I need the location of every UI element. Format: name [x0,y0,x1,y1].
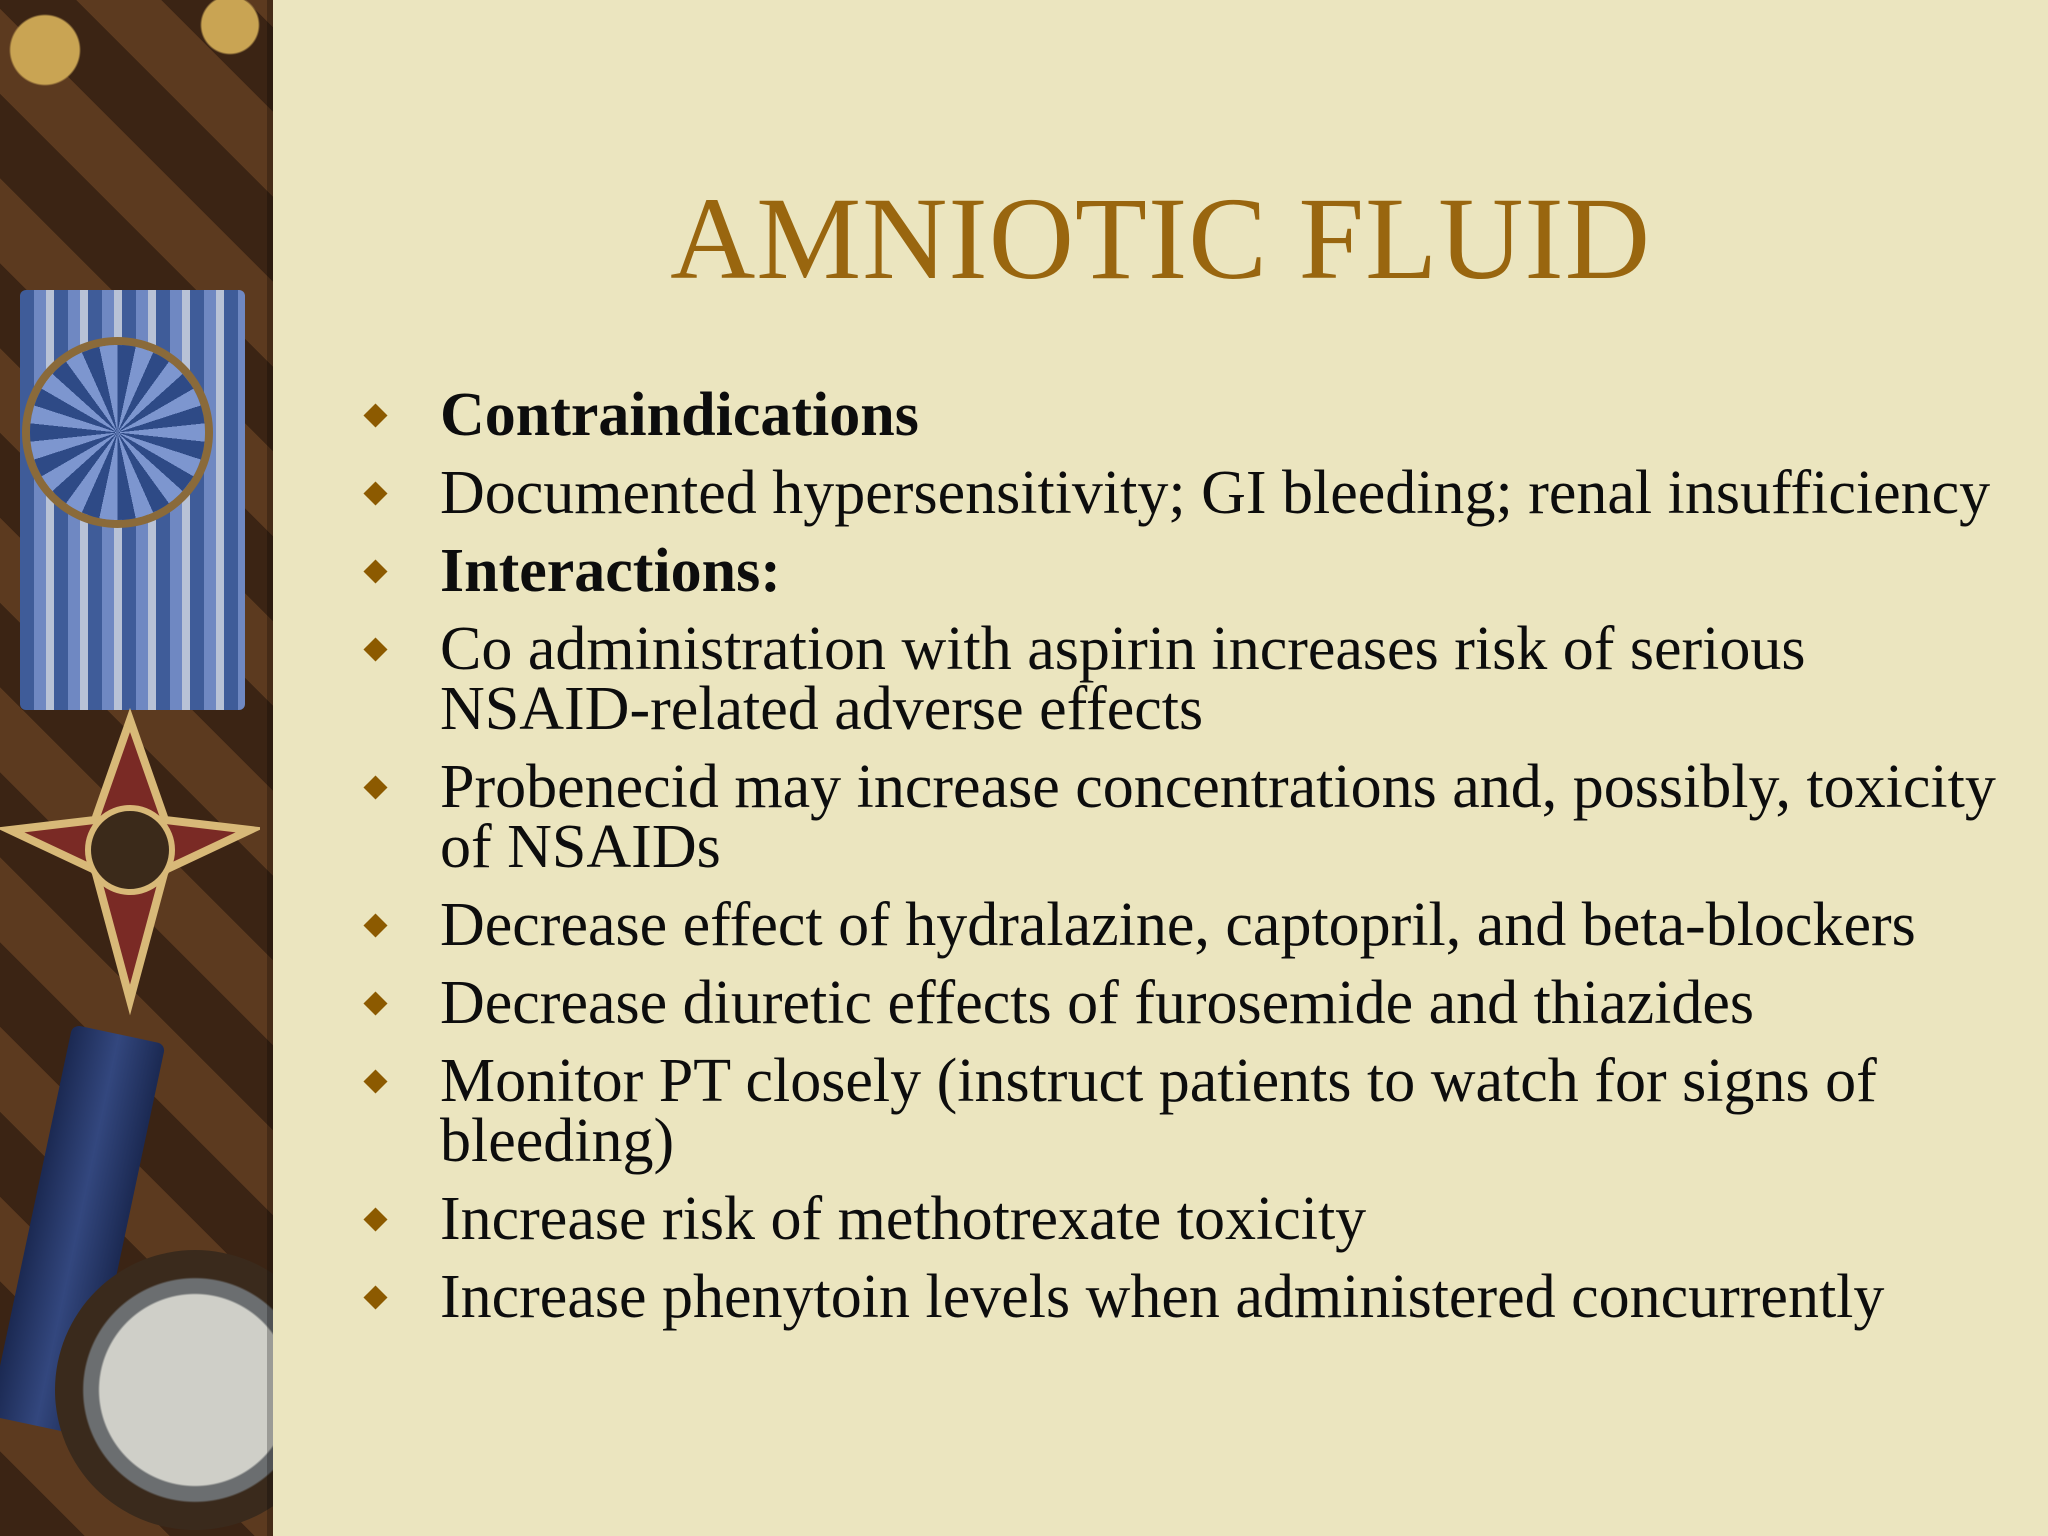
bullet-item [360,459,2030,527]
diamond-bullet-icon [363,991,387,1015]
bullet-item [360,969,2030,1037]
bullet-item [360,1185,2030,1253]
bullet-text: Monitor PT closely (instruct patients to watch for signs of bleeding) [440,1047,1877,1175]
diamond-bullet-icon [363,637,387,661]
diamond-bullet-icon [363,1207,387,1231]
bullet-text: Decrease diuretic effects of furosemide and thiazides [440,969,1755,1037]
bullet-text: Increase risk of methotrexate toxicity [440,1185,1367,1253]
bullet-item [360,615,2030,743]
diamond-bullet-icon [363,559,387,583]
diamond-bullet-icon [363,775,387,799]
medal-cross-image [0,700,260,1030]
diamond-bullet-icon [363,481,387,505]
bullet-text: Documented hypersensitivity; GI bleeding; renal insufficiency [440,459,1991,527]
bullet-item [360,891,2030,959]
diamond-bullet-icon [363,1069,387,1093]
bullet-item [360,537,2030,605]
bullet-item [360,381,2030,449]
bullet-text: Co administration with aspirin increases risk of serious NSAID-related adverse effects [440,615,1806,743]
diamond-bullet-icon [363,1285,387,1309]
bullet-item [360,753,2030,881]
bullet-text: Decrease effect of hydralazine, captopril, and beta-blockers [440,891,1916,959]
bullet-text: Contraindications [440,381,919,449]
bullet-list [360,381,2030,1345]
bullet-item [360,1263,2030,1331]
diamond-bullet-icon [363,913,387,937]
decorative-medal-image [0,0,273,1536]
bullet-text: Probenecid may increase concentrations and, possibly, toxicity of NSAIDs [440,753,1996,881]
rosette-image [30,345,205,520]
slide-title: AMNIOTIC FLUID [670,173,1651,304]
bullet-item [360,1047,2030,1175]
bullet-text: Interactions: [440,537,781,605]
bullet-text: Increase phenytoin levels when administered concurrently [440,1263,1885,1331]
diamond-bullet-icon [363,403,387,427]
